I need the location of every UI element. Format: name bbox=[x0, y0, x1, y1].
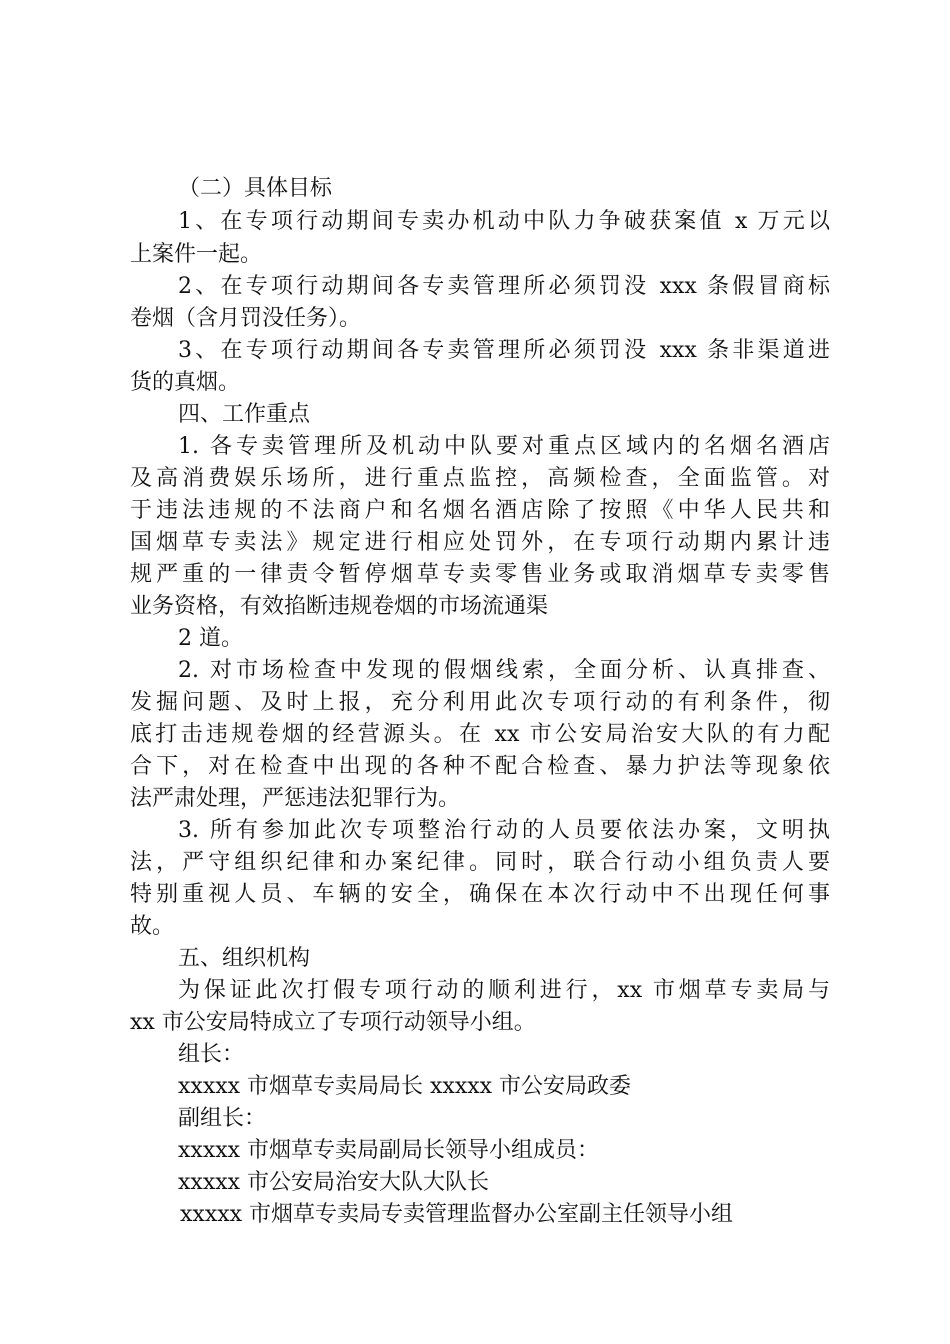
focus-1-line-3: 于违法违规的不法商户和名烟名酒店除了按照《中华人民共和 bbox=[130, 498, 830, 523]
organization-line-2: xx 市公安局特成立了专项行动领导小组。 bbox=[130, 1010, 536, 1035]
focus-2-line-2: 发掘问题、及时上报，充分利用此次专项行动的有利条件，彻 bbox=[130, 690, 830, 715]
focus-3-line-2: 法，严守组织纪律和办案纪律。同时，联合行动小组负责人要 bbox=[130, 850, 830, 875]
focus-1-line-6: 业务资格，有效掐断违规卷烟的市场流通渠 bbox=[130, 594, 549, 619]
member-line-2: xxxxx 市烟草专卖局专卖管理监督办公室副主任领导小组 bbox=[180, 1202, 734, 1227]
member-line-1: xxxxx 市公安局治安大队大队长 bbox=[178, 1170, 490, 1195]
focus-3-line-3: 特别重视人员、车辆的安全，确保在本次行动中不出现任何事 bbox=[130, 882, 830, 907]
heading-organization: 五、组织机构 bbox=[178, 946, 311, 971]
label-group-leader: 组长： bbox=[178, 1042, 245, 1067]
focus-1-line-4: 国烟草专卖法》规定进行相应处罚外，在专项行动期内累计违 bbox=[130, 530, 830, 555]
deputy-leader-names: xxxxx 市烟草专卖局副局长领导小组成员： bbox=[178, 1138, 600, 1163]
focus-1-line-2: 及高消费娱乐场所，进行重点监控，高频检查，全面监管。对 bbox=[130, 466, 830, 491]
heading-specific-goals: （二）具体目标 bbox=[178, 176, 333, 201]
focus-2-line-4: 合下，对在检查中出现的各种不配合检查、暴力护法等现象依 bbox=[130, 754, 830, 779]
goal-2-line-2: 卷烟（含月罚没任务）。 bbox=[130, 306, 362, 331]
label-deputy-leader: 副组长： bbox=[178, 1106, 267, 1131]
group-leader-names: xxxxx 市烟草专卖局局长 xxxxx 市公安局政委 bbox=[178, 1074, 632, 1099]
goal-2-line-1: 2、在专项行动期间各专卖管理所必须罚没 xxx 条假冒商标 bbox=[178, 274, 830, 299]
focus-1-line-7: 2 道。 bbox=[178, 626, 243, 651]
focus-1-line-5: 规严重的一律责令暂停烟草专卖零售业务或取消烟草专卖零售 bbox=[130, 562, 830, 587]
focus-1-line-1: 1. 各专卖管理所及机动中队要对重点区域内的名烟名酒店 bbox=[178, 434, 830, 459]
goal-3-line-2: 货的真烟。 bbox=[130, 370, 241, 395]
focus-3-line-4: 故。 bbox=[130, 914, 175, 939]
focus-2-line-3: 底打击违规卷烟的经营源头。在 xx 市公安局治安大队的有力配 bbox=[130, 722, 830, 747]
focus-3-line-1: 3. 所有参加此次专项整治行动的人员要依法办案，文明执 bbox=[178, 818, 830, 843]
organization-line-1: 为保证此次打假专项行动的顺利进行，xx 市烟草专卖局与 bbox=[178, 978, 830, 1003]
goal-1-line-2: 上案件一起。 bbox=[130, 242, 263, 267]
focus-2-line-5: 法严肃处理，严惩违法犯罪行为。 bbox=[130, 786, 461, 811]
focus-2-line-1: 2. 对市场检查中发现的假烟线索，全面分析、认真排查、 bbox=[178, 658, 830, 683]
goal-3-line-1: 3、在专项行动期间各专卖管理所必须罚没 xxx 条非渠道进 bbox=[178, 338, 830, 363]
goal-1-line-1: 1、在专项行动期间专卖办机动中队力争破获案值 x 万元以 bbox=[178, 209, 830, 234]
heading-work-focus: 四、工作重点 bbox=[178, 402, 311, 427]
